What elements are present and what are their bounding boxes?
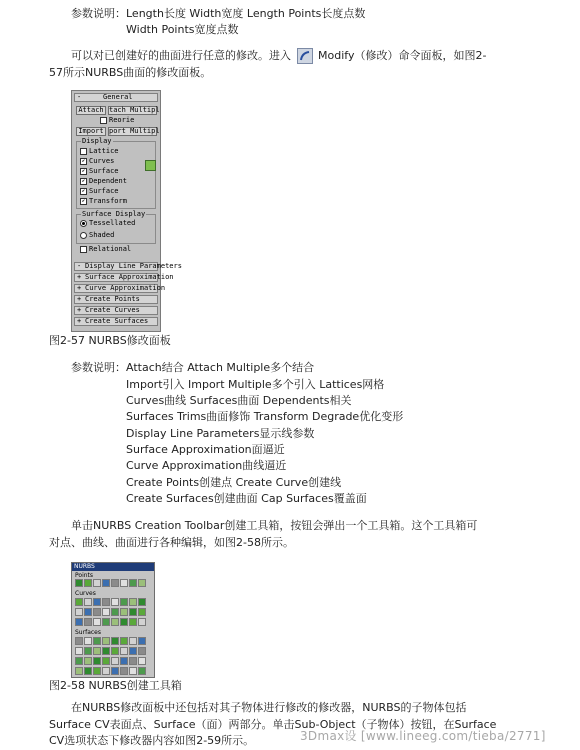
import-multiple-button[interactable]: port Multipl — [109, 127, 160, 135]
tessellated-radio[interactable] — [80, 219, 135, 228]
display-checkbox[interactable] — [80, 157, 114, 166]
toolbar-surfaces-row-1 — [75, 637, 146, 645]
toolbar-tool-icon[interactable] — [129, 637, 137, 645]
rollout-label: Surface Approximation — [85, 273, 174, 281]
toolbar-tool-icon[interactable] — [84, 579, 92, 587]
rollout-general[interactable]: - General — [74, 93, 158, 102]
intro-line-1 — [71, 48, 486, 64]
toolbar-tool-icon[interactable] — [75, 647, 83, 655]
rollout-label: Create Surfaces — [85, 317, 149, 325]
toolbar-tool-icon[interactable] — [129, 647, 137, 655]
reorient-checkbox[interactable] — [100, 116, 134, 125]
display-checkbox-label: Curves — [89, 157, 115, 165]
toolbar-tool-icon[interactable] — [84, 618, 92, 626]
toolbar-tool-icon[interactable] — [102, 579, 110, 587]
display-checkbox-label: Surface — [89, 167, 119, 175]
rollout-header[interactable] — [74, 284, 166, 293]
toolbar-curves-row-3 — [75, 618, 146, 626]
display-checkbox[interactable] — [80, 187, 119, 196]
rollout-header[interactable] — [74, 273, 174, 282]
rollout-label: Create Curves — [85, 306, 140, 314]
toolbar-tool-icon[interactable] — [120, 657, 128, 665]
toolbar-surfaces-row-4 — [75, 667, 146, 675]
toolbar-curves-row-2 — [75, 608, 146, 616]
para2-line-2: 对点、曲线、曲面进行各种编辑，如图2-58所示。 — [49, 536, 294, 549]
toolbar-tool-icon[interactable] — [138, 637, 146, 645]
toolbar-tool-icon[interactable] — [111, 637, 119, 645]
relational-label: Relational — [89, 245, 132, 253]
surface-display-title: Surface Display — [82, 210, 146, 218]
nurbs-modify-panel — [71, 90, 182, 332]
rollout-header[interactable] — [74, 262, 182, 271]
toolbar-title: NURBS — [72, 563, 154, 571]
toolbar-tool-icon[interactable] — [111, 667, 119, 675]
params2-item: Surfaces Trims曲面修饰 Transform Degrade优化变形 — [126, 410, 404, 423]
display-checkbox[interactable] — [80, 167, 119, 176]
params2-item: Curves曲线 Surfaces曲面 Dependents相关 — [126, 394, 352, 407]
toolbar-tool-icon[interactable] — [93, 647, 101, 655]
toolbar-tool-icon[interactable] — [93, 608, 101, 616]
toolbar-tool-icon[interactable] — [75, 598, 83, 606]
toolbar-tool-icon[interactable] — [111, 579, 119, 587]
attach-multiple-button[interactable]: tach Multipl — [109, 106, 160, 114]
toolbar-tool-icon[interactable] — [138, 618, 146, 626]
toolbar-tool-icon[interactable] — [129, 608, 137, 616]
rollout-header[interactable] — [74, 317, 158, 326]
rollout-sign: + — [77, 284, 82, 292]
import-button[interactable]: Import — [76, 127, 106, 136]
toolbar-tool-icon[interactable] — [120, 598, 128, 606]
toolbar-tool-icon[interactable] — [102, 667, 110, 675]
toolbar-tool-icon[interactable] — [138, 579, 146, 587]
checkbox-box: ✔ — [81, 177, 85, 184]
toolbar-tool-icon[interactable] — [84, 598, 92, 606]
display-checkbox[interactable] — [80, 147, 119, 156]
toolbar-tool-icon[interactable] — [102, 618, 110, 626]
intro-text-b: Modify（修改）命令面板，如图2- — [318, 49, 487, 62]
relational-checkbox[interactable] — [80, 245, 131, 254]
intro-text-a: 可以对已创建好的曲面进行任意的修改。进入 — [71, 49, 291, 62]
params2-item: Display Line Parameters显示线参数 — [126, 427, 315, 440]
toolbar-tool-icon[interactable] — [93, 618, 101, 626]
toolbar-tool-icon[interactable] — [120, 618, 128, 626]
params-line-1: 参数说明：Length长度 Width宽度 Length Points长度点数 — [71, 7, 366, 20]
para2-line-1: 单击NURBS Creation Toolbar创建工具箱，按钮会弹出一个工具箱。这个工具箱可 — [71, 519, 478, 532]
para3-line-3: CV选项状态下修改器内容如图2-59所示。 — [49, 734, 255, 747]
display-group-title: Display — [82, 137, 112, 145]
shaded-label: Shaded — [89, 231, 115, 239]
nurbs-creation-toolbar — [71, 562, 155, 678]
toolbar-tool-icon[interactable] — [138, 667, 146, 675]
toolbar-tool-icon[interactable] — [75, 618, 83, 626]
toolbar-points-label: Points — [75, 572, 94, 579]
toolbar-tool-icon[interactable] — [129, 667, 137, 675]
toolbar-tool-icon[interactable] — [111, 608, 119, 616]
toolbar-surfaces-row-2 — [75, 647, 146, 655]
display-checkbox-label: Surface — [89, 187, 119, 195]
attach-button[interactable]: Attach — [76, 106, 106, 115]
toolbar-tool-icon[interactable] — [138, 598, 146, 606]
display-checkbox[interactable] — [80, 177, 127, 186]
display-checkbox-label: Dependent — [89, 177, 127, 185]
toolbar-tool-icon[interactable] — [129, 618, 137, 626]
toolbar-tool-icon[interactable] — [102, 657, 110, 665]
para3-line-1: 在NURBS修改面板中还包括对其子物体进行修改的修改器，NURBS的子物体包括 — [71, 701, 467, 714]
rollout-header[interactable] — [74, 306, 158, 315]
display-checkbox[interactable] — [80, 197, 127, 206]
toolbar-tool-icon[interactable] — [84, 608, 92, 616]
figure-caption-2-58: 图2-58 NURBS创建工具箱 — [49, 679, 182, 692]
params2-item: Create Points创建点 Create Curve创建线 — [126, 476, 342, 489]
params2-item: Import引入 Import Multiple多个引入 Lattices网格 — [126, 378, 385, 391]
params2-line-1: 参数说明：Attach结合 Attach Multiple多个结合 — [71, 361, 315, 374]
toolbar-tool-icon[interactable] — [111, 657, 119, 665]
checkbox-box: ✔ — [81, 167, 85, 174]
shaded-radio[interactable] — [80, 231, 114, 240]
toolbar-tool-icon[interactable] — [93, 637, 101, 645]
toolbar-tool-icon[interactable] — [120, 579, 128, 587]
toolbar-tool-icon[interactable] — [111, 618, 119, 626]
toolbar-tool-icon[interactable] — [102, 598, 110, 606]
reorient-label: Reorie — [109, 116, 135, 124]
rollout-sign: + — [77, 295, 82, 303]
toolbar-tool-icon[interactable] — [84, 667, 92, 675]
toolbar-tool-icon[interactable] — [138, 608, 146, 616]
params-line-2: Width Points宽度点数 — [126, 23, 239, 36]
display-checkbox-label: Transform — [89, 197, 127, 205]
toolbar-tool-icon[interactable] — [129, 579, 137, 587]
toolbar-tool-icon[interactable] — [75, 657, 83, 665]
tessellated-label: Tessellated — [89, 219, 136, 227]
toolbar-tool-icon[interactable] — [102, 608, 110, 616]
checkbox-box: ✔ — [81, 197, 85, 204]
toolbar-tool-icon[interactable] — [138, 657, 146, 665]
modify-icon — [297, 48, 313, 64]
toolbar-tool-icon[interactable] — [120, 637, 128, 645]
toolbar-surfaces-label: Surfaces — [75, 629, 101, 636]
toolbar-tool-icon[interactable] — [93, 657, 101, 665]
params2-item: Surface Approximation面逼近 — [126, 443, 285, 456]
watermark: 3Dmax设 [www.lineeg.com/tieba/2771] — [300, 729, 546, 743]
toolbar-tool-icon[interactable] — [75, 637, 83, 645]
toolbar-tool-icon[interactable] — [129, 657, 137, 665]
para3-line-2: Surface CV表面点、Surface（面）两部分。单击Sub-Object（子物体）按钮，在Surface — [49, 718, 497, 731]
toolbar-tool-icon[interactable] — [120, 608, 128, 616]
rollout-label: Create Points — [85, 295, 140, 303]
toolbar-tool-icon[interactable] — [120, 647, 128, 655]
rollout-label: Curve Approximation — [85, 284, 166, 292]
rollout-label: Display Line Parameters — [85, 262, 182, 270]
rollout-header[interactable] — [74, 295, 158, 304]
toolbar-tool-icon[interactable] — [84, 657, 92, 665]
toolbar-surfaces-row-3 — [75, 657, 146, 665]
toolbar-curves-label: Curves — [75, 590, 96, 597]
toolbar-tool-icon[interactable] — [75, 667, 83, 675]
toolbar-tool-icon[interactable] — [84, 647, 92, 655]
figure-caption-2-57: 图2-57 NURBS修改面板 — [49, 334, 171, 347]
rollout-sign: + — [77, 306, 82, 314]
display-checkbox-label: Lattice — [89, 147, 119, 155]
toolbar-tool-icon[interactable] — [93, 579, 101, 587]
rollout-sign: + — [77, 273, 82, 281]
checkbox-box: ✔ — [81, 187, 85, 194]
toolbar-tool-icon[interactable] — [75, 608, 83, 616]
checkbox-box: ✔ — [81, 157, 85, 164]
params2-item: Create Surfaces创建曲面 Cap Surfaces覆盖面 — [126, 492, 367, 505]
checkbox-box — [80, 148, 87, 155]
toolbar-tool-icon[interactable] — [93, 598, 101, 606]
params2-item: Curve Approximation曲线逼近 — [126, 459, 287, 472]
intro-line-2: 57所示NURBS曲面的修改面板。 — [49, 66, 212, 79]
toolbar-tool-icon[interactable] — [111, 598, 119, 606]
toolbar-tool-icon[interactable] — [75, 579, 83, 587]
toolbar-points-row — [75, 579, 146, 587]
toolbar-tool-icon[interactable] — [93, 667, 101, 675]
toolbar-tool-icon[interactable] — [111, 647, 119, 655]
toolbar-tool-icon[interactable] — [102, 637, 110, 645]
toolbar-tool-icon[interactable] — [138, 647, 146, 655]
rollout-sign: + — [77, 317, 82, 325]
toolbar-curves-row-1 — [75, 598, 146, 606]
toolbar-tool-icon[interactable] — [129, 598, 137, 606]
rollout-sign: - — [77, 262, 82, 270]
toolbar-tool-icon[interactable] — [84, 637, 92, 645]
green-toggle-icon[interactable] — [145, 160, 156, 171]
toolbar-tool-icon[interactable] — [120, 667, 128, 675]
toolbar-tool-icon[interactable] — [102, 647, 110, 655]
